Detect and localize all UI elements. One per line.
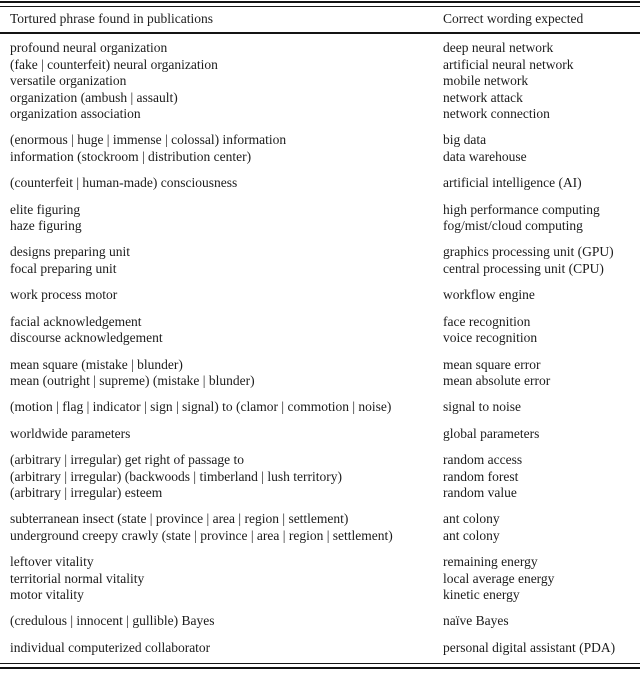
row-group — [0, 287, 640, 303]
correct-wording-cell: ant colony — [443, 511, 500, 527]
correct-wording-cell: fog/mist/cloud computing — [443, 218, 583, 234]
row-group — [0, 132, 640, 165]
tortured-phrase-cell: worldwide parameters — [10, 425, 131, 441]
correct-wording-cell: network connection — [443, 106, 550, 122]
table-row — [0, 613, 640, 629]
table-row — [0, 202, 640, 218]
correct-wording-cell: naïve Bayes — [443, 613, 509, 629]
table-row — [0, 244, 640, 260]
correct-wording-cell: kinetic energy — [443, 586, 520, 602]
correct-wording-cell: personal digital assistant (PDA) — [443, 639, 616, 655]
correct-wording-cell: random value — [443, 484, 517, 500]
table-row — [0, 426, 640, 442]
table-row — [0, 106, 640, 122]
tortured-phrase-cell: (fake | counterfeit) neural organization — [10, 56, 218, 72]
row-group — [0, 357, 640, 390]
row-group — [0, 640, 640, 656]
correct-wording-cell: face recognition — [443, 313, 531, 329]
tortured-phrase-cell: facial acknowledgement — [10, 313, 142, 329]
table-row — [0, 287, 640, 303]
correct-wording-cell: local average energy — [443, 570, 555, 586]
correct-wording-cell: graphics processing unit (GPU) — [443, 244, 614, 260]
table-header-row — [0, 7, 640, 32]
correct-wording-cell: global parameters — [443, 425, 540, 441]
tortured-phrase-cell: (enormous | huge | immense | colossal) information — [10, 132, 287, 148]
tortured-phrase-cell: work process motor — [10, 287, 118, 303]
table-row — [0, 330, 640, 346]
correct-wording-cell: ant colony — [443, 527, 500, 543]
row-group — [0, 175, 640, 191]
tortured-phrase-cell: subterranean insect (state | province | area | region | settlement) — [10, 511, 349, 527]
correct-wording-cell: deep neural network — [443, 40, 554, 56]
row-group — [0, 554, 640, 603]
row-group — [0, 202, 640, 235]
tortured-phrase-cell: mean (outright | supreme) (mistake | blunder) — [10, 372, 255, 388]
table-row — [0, 452, 640, 468]
correct-wording-cell: network attack — [443, 89, 523, 105]
table-row — [0, 373, 640, 389]
row-group — [0, 40, 640, 122]
row-group — [0, 452, 640, 501]
tortured-phrase-cell: leftover vitality — [10, 554, 94, 570]
table-row — [0, 261, 640, 277]
correct-wording-cell: data warehouse — [443, 148, 527, 164]
table-row — [0, 399, 640, 415]
table-row — [0, 571, 640, 587]
table-row — [0, 90, 640, 106]
table-row — [0, 132, 640, 148]
tortured-phrase-cell: (arbitrary | irregular) esteem — [10, 484, 163, 500]
row-group — [0, 399, 640, 415]
correct-wording-cell: voice recognition — [443, 330, 538, 346]
row-group — [0, 244, 640, 277]
tortured-phrase-cell: organization (ambush | assault) — [10, 89, 178, 105]
tortured-phrase-cell: discourse acknowledgement — [10, 330, 163, 346]
tortured-phrase-cell: versatile organization — [10, 73, 127, 89]
tortured-phrase-cell: designs preparing unit — [10, 244, 130, 260]
tortured-phrase-cell: information (stockroom | distribution center) — [10, 148, 252, 164]
tortured-phrase-cell: (arbitrary | irregular) get right of passage to — [10, 452, 244, 468]
table-body — [0, 34, 640, 656]
correct-wording-cell: signal to noise — [443, 399, 521, 415]
correct-wording-cell: central processing unit (CPU) — [443, 260, 604, 276]
correct-wording-cell: mean square error — [443, 356, 541, 372]
tortured-phrase-cell: organization association — [10, 106, 141, 122]
table-row — [0, 528, 640, 544]
table-row — [0, 357, 640, 373]
tortured-phrases-table — [0, 1, 640, 669]
row-group — [0, 613, 640, 629]
column-header-tortured: Tortured phrase found in publications — [10, 11, 214, 26]
tortured-phrase-cell: (motion | flag | indicator | sign | signal) to (clamor | commotion | noise) — [10, 399, 392, 415]
correct-wording-cell: random access — [443, 452, 523, 468]
table-row — [0, 485, 640, 501]
tortured-phrase-cell: territorial normal vitality — [10, 570, 145, 586]
correct-wording-cell: remaining energy — [443, 554, 538, 570]
correct-wording-cell: high performance computing — [443, 201, 600, 217]
tortured-phrase-cell: profound neural organization — [10, 40, 168, 56]
table-row — [0, 587, 640, 603]
row-group — [0, 314, 640, 347]
tortured-phrase-cell: (counterfeit | human-made) consciousness — [10, 175, 238, 191]
tortured-phrase-cell: (arbitrary | irregular) (backwoods | timberland | lush territory) — [10, 468, 342, 484]
row-group — [0, 511, 640, 544]
tortured-phrase-cell: underground creepy crawly (state | province | area | region | settlement) — [10, 527, 393, 543]
table-row — [0, 640, 640, 656]
tortured-phrase-cell: haze figuring — [10, 218, 82, 234]
table-row — [0, 175, 640, 191]
row-group — [0, 426, 640, 442]
table-row — [0, 73, 640, 89]
column-header-correct: Correct wording expected — [443, 11, 584, 26]
tortured-phrase-cell: individual computerized collaborator — [10, 639, 211, 655]
table-row — [0, 149, 640, 165]
bottom-double-rule — [0, 663, 640, 669]
correct-wording-cell: artificial neural network — [443, 56, 574, 72]
table-row — [0, 511, 640, 527]
tortured-phrase-cell: motor vitality — [10, 586, 84, 602]
correct-wording-cell: random forest — [443, 468, 519, 484]
table-row — [0, 40, 640, 56]
table-row — [0, 469, 640, 485]
tortured-phrase-cell: focal preparing unit — [10, 260, 117, 276]
tortured-phrase-cell: elite figuring — [10, 201, 81, 217]
tortured-phrase-cell: (credulous | innocent | gullible) Bayes — [10, 613, 215, 629]
correct-wording-cell: mean absolute error — [443, 372, 551, 388]
correct-wording-cell: workflow engine — [443, 287, 535, 303]
correct-wording-cell: big data — [443, 132, 487, 148]
table-row — [0, 314, 640, 330]
tortured-phrase-cell: mean square (mistake | blunder) — [10, 356, 183, 372]
table-row — [0, 218, 640, 234]
correct-wording-cell: artificial intelligence (AI) — [443, 175, 582, 191]
table-row — [0, 57, 640, 73]
correct-wording-cell: mobile network — [443, 73, 529, 89]
table-row — [0, 554, 640, 570]
